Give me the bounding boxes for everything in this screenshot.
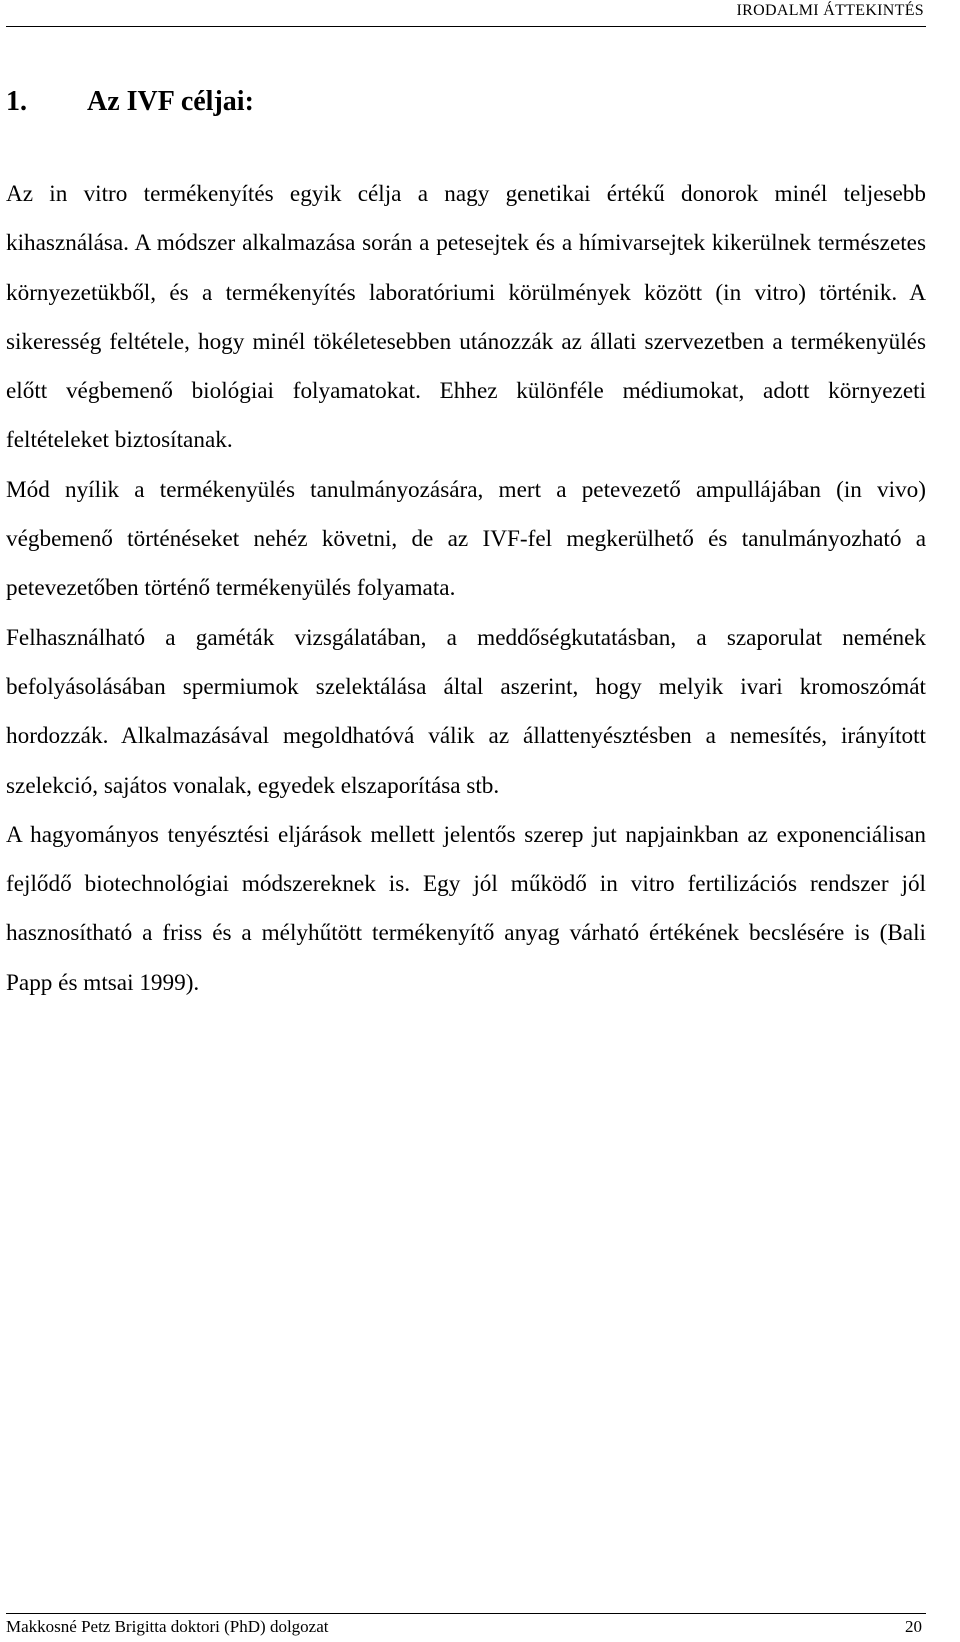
page-footer: [6, 1617, 922, 1637]
footer-divider: [6, 1613, 926, 1614]
section-title: Az IVF céljai:: [87, 86, 254, 117]
page-number: 20: [905, 1617, 922, 1636]
section-heading: [6, 86, 254, 118]
header-divider: [6, 26, 926, 27]
section-number: 1.: [6, 86, 27, 117]
body-text: [6, 170, 926, 1008]
footer-author-thesis: Makkosné Petz Brigitta doktori (PhD) dolgozat: [6, 1617, 329, 1636]
paragraph: Mód nyílik a termékenyülés tanulmányozására, mert a petevezető ampullájában (in vivo) végbemenő történéseket nehéz követni, de az IVF-fel megkerülhető és tanulmányozható a petevezetőben történő termékenyülés folyamata.: [6, 476, 926, 602]
paragraph: A hagyományos tenyésztési eljárások mellett jelentős szerep jut napjainkban az exponenciálisan fejlődő biotechnológiai módszereknek is. Egy jól működő in vitro fertilizációs rendszer jól hasznosítható a friss és a mélyhűtött termékenyítő anyag várható értékének becslésére is (Bali Papp és mtsai 1999).: [6, 821, 926, 996]
paragraph: Felhasználható a gaméták vizsgálatában, a meddőségkutatásban, a szaporulat nemének befolyásolásában spermiumok szelektálása által aszerint, hogy melyik ivari kromoszómát hordozzák. Alkalmazásával megoldhatóvá válik az állattenyésztésben a nemesítés, irányított szelekció, sajátos vonalak, egyedek elszaporítása stb.: [6, 624, 926, 799]
running-header: IRODALMI ÁTTEKINTÉS: [736, 2, 924, 19]
paragraph: Az in vitro termékenyítés egyik célja a nagy genetikai értékű donorok minél teljesebb kihasználása. A módszer alkalmazása során a petesejtek és a hímivarsejtek kikerülnek természetes környezetükből, és a termékenyítés laboratóriumi körülmények között (in vitro) történik. A sikeresség feltétele, hogy minél tökéletesebben utánozzák az állati szervezetben a termékenyülés előtt végbemenő biológiai folyamatokat. Ehhez különféle médiumokat, adott környezeti feltételeket biztosítanak.: [6, 181, 926, 454]
